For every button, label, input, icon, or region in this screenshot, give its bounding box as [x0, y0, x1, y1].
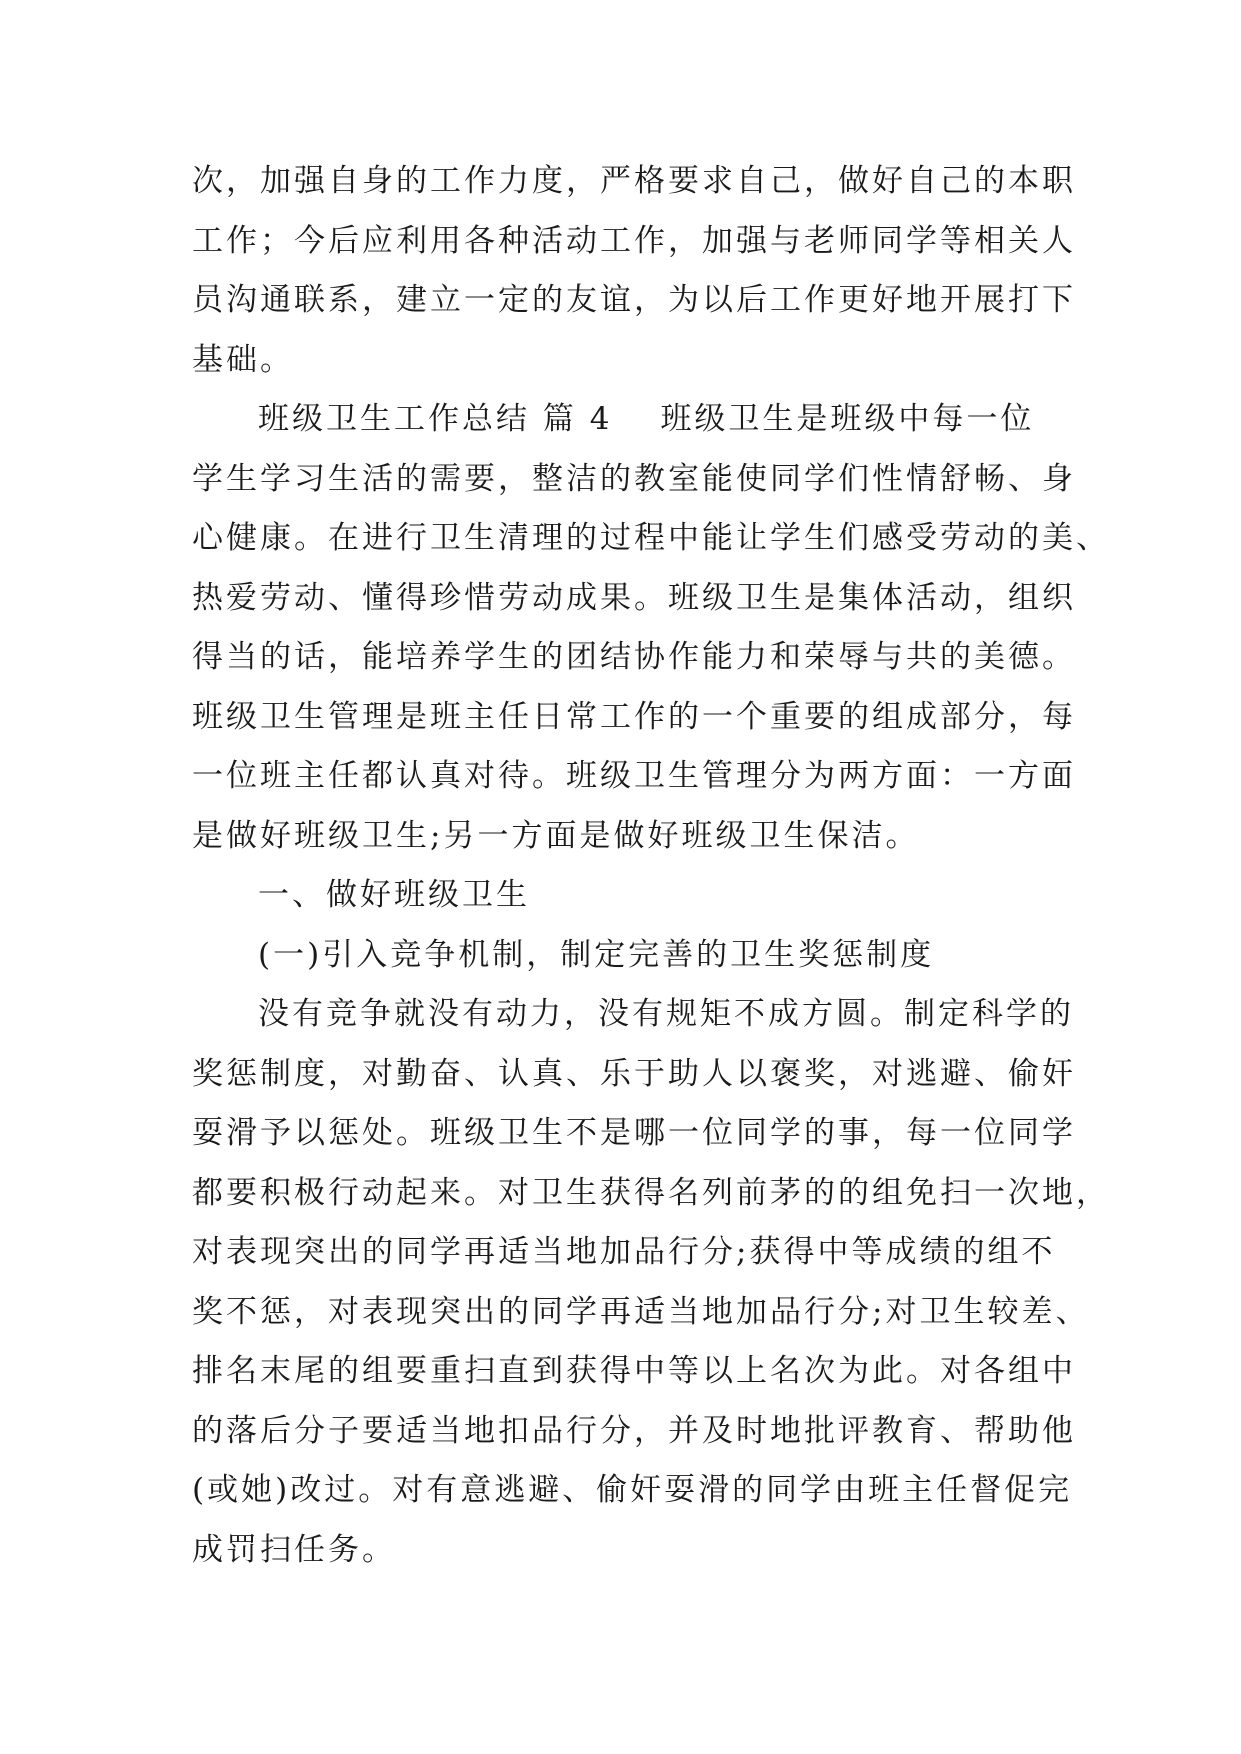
text-line: 耍滑予以惩处。班级卫生不是哪一位同学的事，每一位同学: [192, 1115, 1076, 1151]
text-segment: 班级卫生是班级中每一位: [660, 401, 1035, 437]
body-text: [192, 152, 1110, 1580]
text-line: 是做好班级卫生;另一方面是做好班级卫生保洁。: [192, 817, 920, 854]
text-line: 的落后分子要适当地扣品行分，并及时地批评教育、帮助他: [192, 1412, 1076, 1449]
section-title: 班级卫生工作总结 篇 4: [258, 401, 613, 437]
text-line: 对表现突出的同学再适当地加品行分;获得中等成绩的组不: [192, 1234, 1056, 1270]
text-line: (或她)改过。对有意逃避、偷奸耍滑的同学由班主任督促完: [192, 1472, 1073, 1508]
section-heading-line: [192, 390, 1072, 450]
subheading-line: (一)引入竞争机制，制定完善的卫生奖惩制度: [258, 936, 935, 973]
text-line: 学生学习生活的需要，整洁的教室能使同学们性情舒畅、身: [192, 460, 1076, 497]
text-line: 没有竞争就没有动力，没有规矩不成方圆。制定科学的: [258, 996, 1074, 1032]
text-line: 热爱劳动、懂得珍惜劳动成果。班级卫生是集体活动，组织: [192, 579, 1076, 616]
text-line: 班级卫生管理是班主任日常工作的一个重要的组成部分，每: [192, 698, 1076, 735]
text-line: 工作；今后应利用各种活动工作，加强与老师同学等相关人: [192, 222, 1076, 259]
text-line: 都要积极行动起来。对卫生获得名列前茅的的组免扫一次地，: [192, 1174, 1110, 1211]
text-line: 次，加强自身的工作力度，严格要求自己，做好自己的本职: [192, 163, 1076, 199]
text-line: 排名末尾的组要重扫直到获得中等以上名次为此。对各组中: [192, 1353, 1076, 1389]
text-line: 基础。: [192, 341, 294, 378]
text-line: 奖惩制度，对勤奋、认真、乐于助人以褒奖，对逃避、偷奸: [192, 1055, 1076, 1092]
text-line: 员沟通联系，建立一定的友谊，为以后工作更好地开展打下: [192, 282, 1076, 318]
text-line: 奖不惩，对表现突出的同学再适当地加品行分;对卫生较差、: [192, 1293, 1090, 1330]
text-line: 一位班主任都认真对待。班级卫生管理分为两方面：一方面: [192, 758, 1076, 794]
subheading-line: 一、做好班级卫生: [258, 877, 530, 913]
text-line: 成罚扫任务。: [192, 1531, 396, 1568]
text-line: 得当的话，能培养学生的团结协作能力和荣辱与共的美德。: [192, 639, 1076, 675]
text-line: 心健康。在进行卫生清理的过程中能让学生们感受劳动的美、: [192, 520, 1110, 556]
